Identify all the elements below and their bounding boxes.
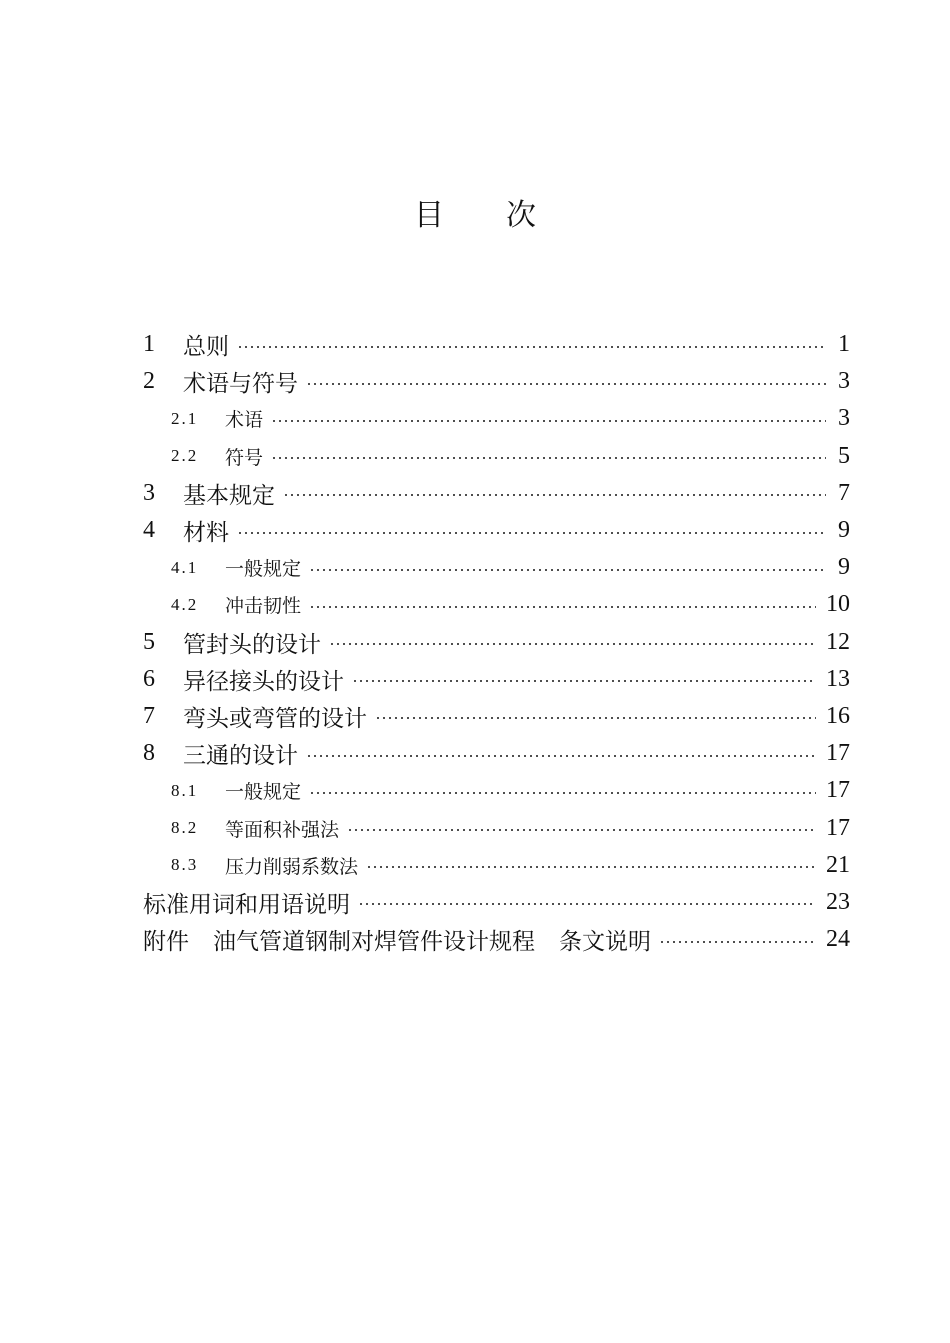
toc-entry-8-3[interactable] <box>143 847 850 884</box>
toc-entry-label: 材料 <box>183 520 229 547</box>
toc-entry-number: 7 <box>143 702 155 729</box>
page-title-char-2: 次 <box>506 198 536 233</box>
toc-entry-page: 17 <box>826 740 850 767</box>
toc-entry-2-2[interactable] <box>143 438 850 475</box>
toc-entry-page: 3 <box>838 368 850 395</box>
toc-entry-number: 2.2 <box>171 446 199 466</box>
toc-entry-number: 2.1 <box>171 408 199 428</box>
toc-entry-page: 16 <box>826 702 850 729</box>
toc-entry-label: 三通的设计 <box>183 743 298 770</box>
toc-entry-page: 24 <box>826 926 850 953</box>
toc-entry-number: 1 <box>143 331 155 358</box>
toc-entry-page: 12 <box>826 628 850 655</box>
toc-entry-page: 17 <box>826 814 850 841</box>
toc-entry-page: 13 <box>826 665 850 692</box>
toc-entry-7[interactable] <box>143 698 850 735</box>
toc-entry-label: 一般规定 <box>225 781 302 804</box>
toc-entry-1[interactable] <box>143 326 850 363</box>
toc-entry-label-suffix: 条文说明 <box>559 929 651 956</box>
toc-entry-page: 1 <box>838 331 850 358</box>
toc-entry-label: 一般规定 <box>225 558 302 581</box>
toc-entry-number: 5 <box>143 628 155 655</box>
toc-entry-label: 符号 <box>225 446 264 469</box>
toc-entry-page: 23 <box>826 888 850 915</box>
toc-entry-number: 8.1 <box>171 780 199 800</box>
dot-leader <box>237 346 826 348</box>
toc-entry-label: 术语 <box>225 409 264 432</box>
toc-entry-label: 压力削弱系数法 <box>225 855 359 878</box>
toc-entry-number: 2 <box>143 368 155 395</box>
toc-entry-label-title: 油气管道钢制对焊管件设计规程 <box>213 929 535 956</box>
toc-entry-4-1[interactable] <box>143 549 850 586</box>
page-title <box>0 192 950 240</box>
dot-leader <box>271 420 826 422</box>
toc-entry-number: 8 <box>143 740 155 767</box>
dot-leader <box>358 903 816 905</box>
toc-entry-number: 6 <box>143 665 155 692</box>
toc-entry-label: 标准用词和用语说明 <box>143 891 350 918</box>
toc-entry-number: 8.2 <box>171 818 199 838</box>
toc-entry-page: 7 <box>838 479 850 506</box>
page-title-char-1: 目 <box>414 198 444 233</box>
dot-leader <box>283 494 826 496</box>
toc-entry-8-1[interactable] <box>143 772 850 809</box>
toc-entry-4-2[interactable] <box>143 586 850 623</box>
toc-entry-5[interactable] <box>143 624 850 661</box>
toc-entry-label: 基本规定 <box>183 482 275 509</box>
toc-entry-2-1[interactable] <box>143 400 850 437</box>
dot-leader <box>271 457 826 459</box>
toc-entry-page: 5 <box>838 442 850 469</box>
toc-entry-6[interactable] <box>143 661 850 698</box>
toc-entry-page: 3 <box>838 405 850 432</box>
dot-leader <box>309 606 816 608</box>
toc-entry-page: 17 <box>826 777 850 804</box>
toc-entry-label: 弯头或弯管的设计 <box>183 705 367 732</box>
toc-entry-standard-terms[interactable] <box>143 884 850 921</box>
toc-entry-number: 4.1 <box>171 557 199 577</box>
dot-leader <box>366 866 816 868</box>
dot-leader <box>659 941 816 943</box>
toc-entry-3[interactable] <box>143 475 850 512</box>
toc-entry-8-2[interactable] <box>143 809 850 846</box>
toc-entry-appendix[interactable] <box>143 921 850 958</box>
toc-entry-page: 21 <box>826 851 850 878</box>
toc-entry-number: 8.3 <box>171 855 199 875</box>
dot-leader <box>375 717 816 719</box>
toc-entry-4[interactable] <box>143 512 850 549</box>
toc-entry-page: 9 <box>838 554 850 581</box>
dot-leader <box>306 755 816 757</box>
toc-entry-8[interactable] <box>143 735 850 772</box>
table-of-contents <box>143 326 850 958</box>
toc-entry-page: 10 <box>826 591 850 618</box>
toc-entry-label: 术语与符号 <box>183 371 298 398</box>
toc-entry-number: 4.2 <box>171 594 199 614</box>
toc-entry-number: 4 <box>143 517 155 544</box>
dot-leader <box>237 532 826 534</box>
toc-entry-label: 总则 <box>183 334 229 361</box>
dot-leader <box>309 792 816 794</box>
toc-entry-label: 等面积补强法 <box>225 818 340 841</box>
dot-leader <box>352 680 816 682</box>
toc-entry-label: 异径接头的设计 <box>183 668 344 695</box>
toc-entry-2[interactable] <box>143 363 850 400</box>
toc-entry-label: 附件 <box>143 929 189 956</box>
dot-leader <box>306 383 826 385</box>
dot-leader <box>347 829 816 831</box>
toc-entry-label: 冲击韧性 <box>225 595 302 618</box>
dot-leader <box>329 643 816 645</box>
toc-entry-label: 管封头的设计 <box>183 631 321 658</box>
dot-leader <box>309 569 826 571</box>
toc-entry-number: 3 <box>143 479 155 506</box>
toc-entry-page: 9 <box>838 517 850 544</box>
